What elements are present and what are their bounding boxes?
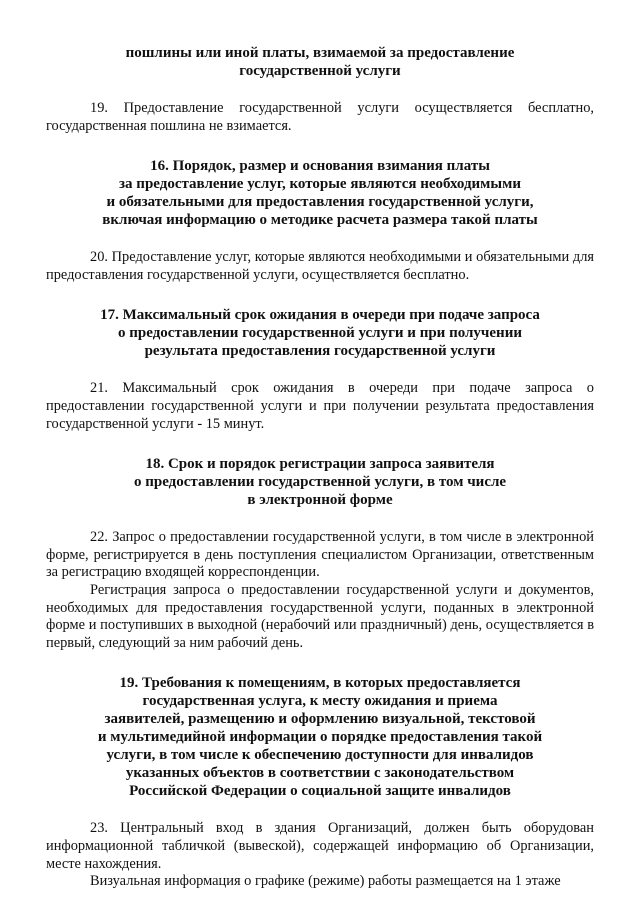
- paragraph-20: 20. Предоставление услуг, которые являются необходимыми и обязательными для предоставления государственной услуги, осуществляется бесплатно.: [46, 249, 594, 283]
- heading-line: и обязательными для предоставления государственной услуги,: [106, 194, 534, 211]
- heading-line: о предоставлении государственной услуги, в том числе: [133, 474, 507, 491]
- heading-line: за предоставление услуг, которые являются необходимыми: [119, 176, 521, 193]
- section-16-heading: [46, 157, 594, 229]
- heading-line: включая информацию о методике расчета размера такой платы: [102, 212, 538, 229]
- paragraph-23: 23. Центральный вход в здания Организаций, должен быть оборудован информационной табличкой (вывеской), содержащей информацию об Организации, месте нахождения.: [46, 820, 594, 872]
- heading-line: в электронной форме: [247, 492, 393, 509]
- section-15-heading: [46, 44, 594, 80]
- heading-line: государственная услуга, к месту ожидания и приема: [142, 693, 498, 710]
- heading-line: 19. Требования к помещениям, в которых предоставляется: [119, 675, 521, 692]
- heading-line: 17. Максимальный срок ожидания в очереди при подаче запроса: [100, 307, 540, 324]
- heading-line: услуги, в том числе к обеспечению доступности для инвалидов: [106, 747, 534, 764]
- heading-line: результата предоставления государственной услуги: [144, 343, 496, 360]
- heading-line: о предоставлении государственной услуги и при получении: [118, 325, 522, 342]
- section-18-heading: [46, 455, 594, 509]
- heading-line: 18. Срок и порядок регистрации запроса заявителя: [145, 456, 495, 473]
- paragraph-22: 22. Запрос о предоставлении государственной услуги, в том числе в электронной форме, регистрируется в день поступления специалистом Организации, ответственным за регистрацию входящей корреспонденции.: [46, 529, 594, 581]
- section-17-heading: [46, 306, 594, 360]
- heading-line: государственной услуги: [239, 63, 401, 79]
- paragraph-23-continued: Визуальная информация о графике (режиме) работы размещается на 1 этаже: [90, 873, 561, 890]
- heading-line: 16. Порядок, размер и основания взимания платы: [150, 158, 490, 175]
- heading-line: и мультимедийной информации о порядке предоставления такой: [97, 729, 543, 746]
- paragraph-19: 19. Предоставление государственной услуги осуществляется бесплатно, государственная пошлина не взимается.: [46, 100, 594, 134]
- heading-line: пошлины или иной платы, взимаемой за предоставление: [125, 45, 515, 61]
- heading-line: заявителей, размещению и оформлению визуальной, текстовой: [104, 711, 536, 728]
- heading-line: указанных объектов в соответствии с законодательством: [125, 765, 515, 782]
- heading-line: Российской Федерации о социальной защите инвалидов: [129, 783, 511, 800]
- section-19-heading: [46, 674, 594, 800]
- paragraph-22-continued: Регистрация запроса о предоставлении государственной услуги и документов, необходимых для предоставления государственной услуги, поданных в электронной форме и поступивших в выходной (нерабочий или праздничный) день, осуществляется в первый, следующий за ним рабочий день.: [46, 581, 594, 651]
- paragraph-21: 21. Максимальный срок ожидания в очереди при подаче запроса о предоставлении государственной услуги и при получении результата предоставления государственной услуги - 15 минут.: [46, 380, 594, 432]
